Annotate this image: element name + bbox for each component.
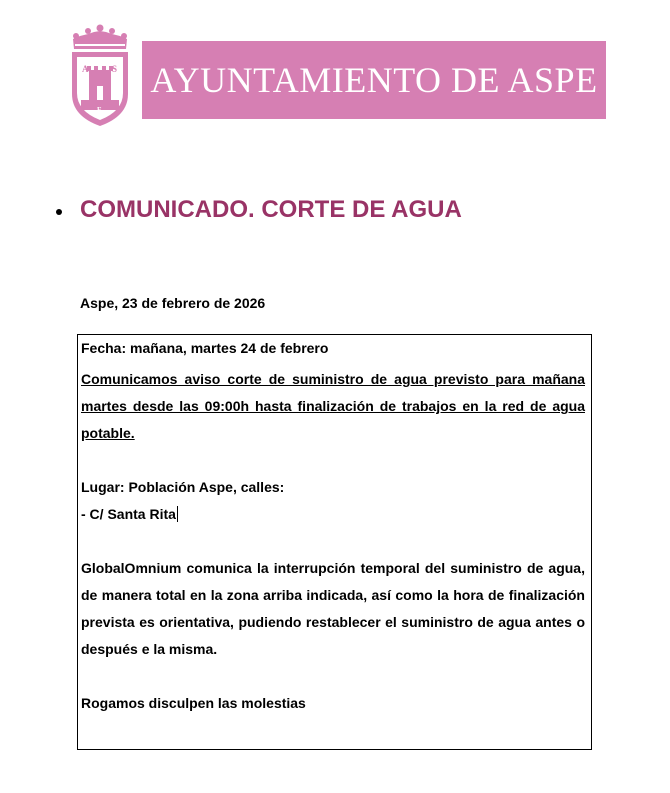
notice-calle-row xyxy=(81,501,585,528)
spacer xyxy=(81,447,585,474)
notice-aviso: Comunicamos aviso corte de suministro de agua previsto para mañana martes desde las 09:00h hasta finalización de trabajos en la red de agua potable. xyxy=(81,371,585,441)
spacer xyxy=(81,528,585,555)
notice-fecha: Fecha: mañana, martes 24 de febrero xyxy=(81,340,329,356)
notice-calle: - C/ Santa Rita xyxy=(81,506,176,522)
crest-letter-e: E xyxy=(97,106,102,114)
notice-lugar: Lugar: Población Aspe, calles: xyxy=(81,479,285,495)
notice-box xyxy=(77,334,592,750)
spacer xyxy=(81,663,585,690)
crest-letter-s: S xyxy=(112,64,118,74)
header-title: AYUNTAMIENTO DE ASPE xyxy=(150,60,598,100)
notice-descripcion: GlobalOmnium comunica la interrupción temporal del suministro de agua, de manera total en la zona arriba indicada, así como la hora de finalización prevista es orientativa, pudiendo restablecer el suministro de agua antes o después e la misma. xyxy=(81,560,585,657)
announcement-heading-row xyxy=(56,196,462,224)
town-crest-logo xyxy=(68,22,132,130)
text-cursor xyxy=(177,506,178,522)
crest-letter-p: P xyxy=(97,88,103,98)
crest-letter-a: A xyxy=(82,64,89,74)
date-line: Aspe, 23 de febrero de 2026 xyxy=(80,295,266,311)
notice-cierre: Rogamos disculpen las molestias xyxy=(81,695,306,711)
bullet-icon xyxy=(56,209,62,215)
header-banner xyxy=(142,41,606,119)
announcement-heading: COMUNICADO. CORTE DE AGUA xyxy=(80,196,462,223)
